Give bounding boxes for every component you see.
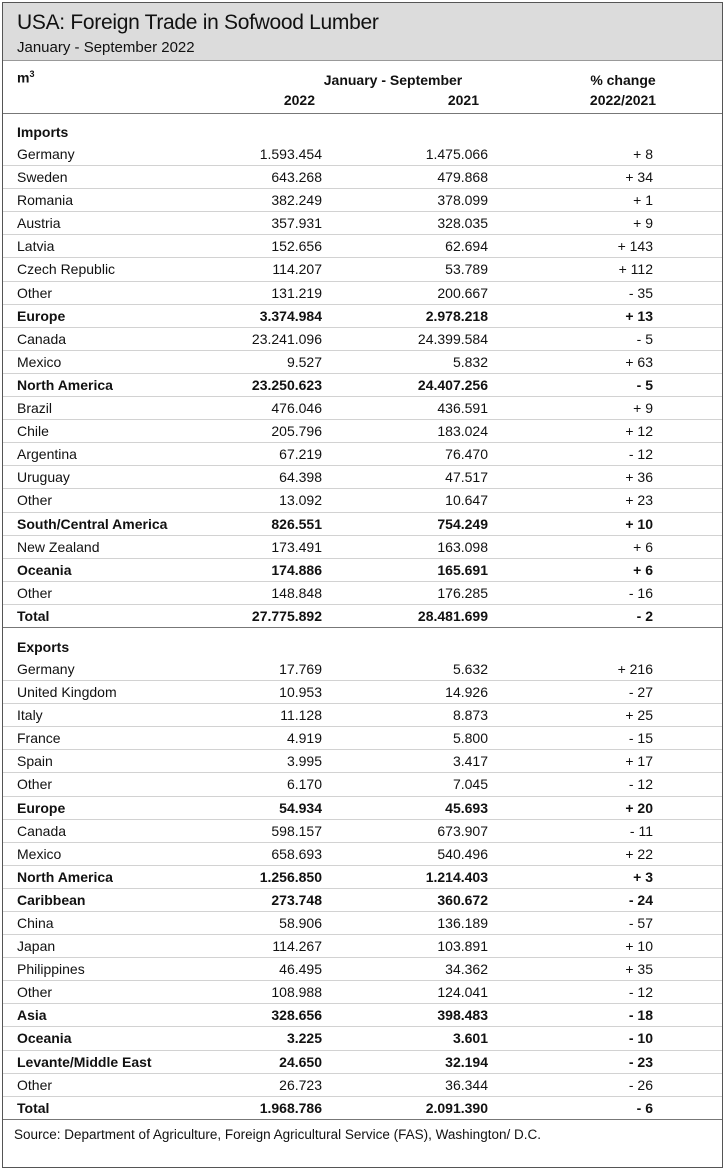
value-2021-cell: 540.496: [437, 845, 488, 862]
value-2022-cell: 476.046: [271, 400, 322, 417]
value-2021-cell: 103.891: [437, 938, 488, 955]
value-2022-cell: 148.848: [271, 584, 322, 601]
country-cell: Uruguay: [17, 469, 70, 486]
value-2022-cell: 3.995: [286, 753, 322, 770]
pct-change-cell: - 5: [636, 376, 653, 393]
country-cell: Europe: [17, 799, 66, 816]
pct-change-cell: + 35: [625, 961, 653, 978]
value-2022-cell: 26.723: [279, 1076, 322, 1093]
pct-change-cell: - 12: [628, 446, 653, 463]
pct-change-header: % change: [590, 72, 656, 88]
country-cell: France: [17, 730, 61, 747]
table-row: [3, 681, 722, 704]
value-2021-cell: 200.667: [437, 284, 488, 301]
country-cell: Philippines: [17, 961, 85, 978]
country-cell: Italy: [17, 707, 43, 724]
value-2021-cell: 165.691: [437, 561, 488, 578]
value-2021-cell: 360.672: [437, 891, 488, 908]
table-row: [3, 866, 722, 889]
table-frame: [2, 2, 723, 1168]
value-2022-cell: 1.968.786: [259, 1099, 322, 1116]
section-heading: [3, 113, 722, 143]
table-row: [3, 704, 722, 727]
country-cell: Romania: [17, 192, 74, 209]
table-row: [3, 1027, 722, 1050]
pct-change-cell: - 24: [628, 891, 653, 908]
value-2022-cell: 23.241.096: [251, 330, 322, 347]
value-2021-cell: 1.214.403: [425, 868, 488, 885]
value-2022-cell: 173.491: [271, 538, 322, 555]
value-2022-cell: 23.250.623: [251, 376, 322, 393]
table-row: [3, 582, 722, 605]
value-2022-cell: 24.650: [279, 1053, 322, 1070]
country-cell: New Zealand: [17, 538, 100, 555]
value-2021-cell: 14.926: [445, 684, 488, 701]
table-row: [3, 773, 722, 796]
value-2022-cell: 205.796: [271, 423, 322, 440]
value-2022-cell: 114.207: [272, 261, 322, 278]
source-note: Source: Department of Agriculture, Foreign Agricultural Service (FAS), Washington/ D.C.: [14, 1127, 541, 1142]
year-2022-header: 2022: [283, 92, 315, 108]
table-row: [3, 536, 722, 559]
value-2021-cell: 10.647: [445, 492, 488, 509]
table-row: [3, 981, 722, 1004]
unit-label: [17, 69, 34, 86]
country-cell: Germany: [17, 660, 75, 677]
value-2022-cell: 9.527: [286, 353, 322, 370]
country-cell: Other: [17, 776, 53, 793]
value-2021-cell: 1.475.066: [425, 146, 488, 162]
pct-change-cell: - 18: [628, 1007, 653, 1024]
table-row: [3, 935, 722, 958]
country-cell: Other: [17, 492, 53, 509]
country-cell: Caribbean: [17, 891, 86, 908]
value-2022-cell: 17.769: [279, 660, 322, 677]
value-2022-cell: 64.398: [279, 469, 322, 486]
table-row: [3, 820, 722, 843]
table-row: [3, 466, 722, 489]
pct-change-cell: - 12: [628, 984, 653, 1001]
value-2022-cell: 273.748: [271, 891, 322, 908]
pct-change-cell: + 6: [633, 561, 653, 578]
country-cell: Latvia: [17, 238, 55, 255]
pct-change-cell: - 6: [636, 1099, 653, 1116]
value-2022-cell: 54.934: [279, 799, 322, 816]
total-row: [3, 1097, 722, 1120]
country-cell: Total: [17, 607, 50, 624]
table-row: [3, 305, 722, 328]
value-2022-cell: 357.931: [271, 215, 322, 232]
pct-change-cell: - 23: [628, 1053, 653, 1070]
pct-change-cell: + 10: [625, 938, 653, 955]
pct-change-cell: - 57: [628, 915, 653, 931]
country-cell: South/Central America: [17, 515, 168, 532]
pct-change-cell: + 12: [625, 423, 653, 440]
value-2021-cell: 45.693: [445, 799, 488, 816]
pct-change-cell: + 36: [625, 469, 653, 486]
pct-change-cell: + 6: [633, 538, 653, 555]
value-2022-cell: 67.219: [279, 446, 322, 463]
pct-change-cell: - 12: [628, 776, 653, 793]
table-row: [3, 374, 722, 397]
year-2021-header: 2021: [447, 92, 479, 108]
value-2022-cell: 4.919: [286, 730, 322, 747]
pct-change-cell: + 9: [633, 215, 653, 232]
table-row: [3, 912, 722, 935]
pct-change-cell: + 25: [625, 707, 653, 724]
country-cell: North America: [17, 868, 113, 885]
country-cell: Czech Republic: [17, 261, 116, 278]
table-row: [3, 559, 722, 582]
value-2022-cell: 10.953: [279, 684, 322, 701]
pct-change-cell: + 17: [625, 753, 653, 770]
total-row: [3, 605, 722, 628]
pct-change-cell: + 63: [625, 353, 653, 370]
country-cell: Other: [17, 984, 53, 1001]
table-row: [3, 1004, 722, 1027]
country-cell: Spain: [17, 753, 53, 770]
value-2022-cell: 6.170: [286, 776, 322, 793]
value-2022-cell: 1.256.850: [259, 868, 322, 885]
country-cell: Argentina: [17, 446, 77, 463]
country-cell: Asia: [17, 1007, 47, 1024]
value-2022-cell: 27.775.892: [251, 607, 322, 624]
value-2021-cell: 124.041: [437, 984, 488, 1001]
table-row: [3, 397, 722, 420]
pct-change-cell: + 216: [617, 660, 653, 677]
value-2022-cell: 658.693: [271, 845, 322, 862]
value-2022-cell: 174.886: [271, 561, 322, 578]
country-cell: Germany: [17, 146, 75, 162]
country-cell: United Kingdom: [17, 684, 117, 701]
table-header: [3, 61, 722, 114]
value-2021-cell: 7.045: [452, 776, 488, 793]
value-2021-cell: 328.035: [437, 215, 488, 232]
pct-change-cell: - 10: [628, 1030, 653, 1047]
value-2021-cell: 62.694: [445, 238, 488, 255]
value-2021-cell: 5.800: [452, 730, 488, 747]
table-row: [3, 658, 722, 681]
table-row: [3, 797, 722, 820]
value-2022-cell: 114.267: [272, 938, 322, 955]
country-cell: North America: [17, 376, 113, 393]
value-2022-cell: 328.656: [271, 1007, 322, 1024]
value-2021-cell: 3.417: [452, 753, 488, 770]
country-cell: Mexico: [17, 845, 62, 862]
table-row: [3, 212, 722, 235]
title-bar: [3, 3, 722, 61]
pct-change-cell: - 26: [628, 1076, 653, 1093]
country-cell: Canada: [17, 330, 67, 347]
table-row: [3, 328, 722, 351]
country-cell: China: [17, 915, 54, 931]
table-row: [3, 750, 722, 773]
value-2021-cell: 183.024: [437, 423, 488, 440]
value-2022-cell: 1.593.454: [259, 146, 322, 162]
table-body: [3, 113, 722, 1120]
pct-change-cell: + 34: [625, 169, 653, 186]
page-subtitle: January - September 2022: [17, 39, 195, 56]
country-cell: Other: [17, 584, 53, 601]
value-2022-cell: 3.374.984: [259, 307, 322, 324]
table-row: [3, 143, 722, 166]
value-2021-cell: 673.907: [437, 822, 488, 839]
pct-change-cell: + 23: [625, 492, 653, 509]
value-2022-cell: 382.249: [271, 192, 322, 209]
value-2021-cell: 32.194: [445, 1053, 488, 1070]
unit-text: m: [17, 69, 30, 86]
pct-change-cell: + 8: [633, 146, 653, 162]
country-cell: Oceania: [17, 1030, 72, 1047]
pct-change-cell: - 5: [636, 330, 653, 347]
country-cell: Austria: [17, 215, 61, 232]
pct-change-cell: - 16: [628, 584, 653, 601]
pct-change-cell: + 143: [617, 238, 653, 255]
value-2021-cell: 2.091.390: [425, 1099, 488, 1116]
country-cell: Sweden: [17, 169, 68, 186]
table-row: [3, 258, 722, 281]
value-2021-cell: 24.399.584: [417, 330, 488, 347]
table-row: [3, 282, 722, 305]
value-2022-cell: 598.157: [271, 822, 322, 839]
value-2021-cell: 136.189: [437, 915, 488, 931]
country-cell: Mexico: [17, 353, 62, 370]
section-label: Exports: [17, 638, 70, 655]
value-2021-cell: 176.285: [437, 584, 488, 601]
section-heading: [3, 628, 722, 658]
pct-change-cell: + 13: [625, 307, 653, 324]
pct-change-cell: + 22: [625, 845, 653, 862]
value-2021-cell: 24.407.256: [417, 376, 488, 393]
table-row: [3, 1051, 722, 1074]
pct-years-header: 2022/2021: [589, 92, 657, 108]
value-2021-cell: 5.832: [452, 353, 488, 370]
table-row: [3, 443, 722, 466]
value-2022-cell: 11.128: [280, 707, 322, 724]
pct-change-cell: - 15: [628, 730, 653, 747]
value-2022-cell: 46.495: [279, 961, 322, 978]
country-cell: Oceania: [17, 561, 72, 578]
section-label: Imports: [17, 124, 69, 140]
table-row: [3, 166, 722, 189]
value-2021-cell: 8.873: [452, 707, 488, 724]
value-2021-cell: 398.483: [437, 1007, 488, 1024]
pct-change-cell: + 9: [633, 400, 653, 417]
page-title: USA: Foreign Trade in Sofwood Lumber: [17, 11, 379, 34]
table-row: [3, 889, 722, 912]
period-header: January - September: [323, 72, 463, 88]
value-2021-cell: 76.470: [445, 446, 488, 463]
table-row: [3, 489, 722, 512]
value-2022-cell: 131.219: [271, 284, 322, 301]
table-row: [3, 189, 722, 212]
table-row: [3, 843, 722, 866]
value-2021-cell: 378.099: [437, 192, 488, 209]
value-2022-cell: 58.906: [279, 915, 322, 931]
country-cell: Canada: [17, 822, 67, 839]
country-cell: Europe: [17, 307, 66, 324]
country-cell: Levante/Middle East: [17, 1053, 152, 1070]
country-cell: Brazil: [17, 400, 53, 417]
pct-change-cell: + 20: [625, 799, 653, 816]
country-cell: Other: [17, 284, 53, 301]
value-2022-cell: 13.092: [279, 492, 322, 509]
value-2021-cell: 436.591: [437, 400, 488, 417]
pct-change-cell: - 27: [628, 684, 653, 701]
pct-change-cell: + 1: [633, 192, 653, 209]
country-cell: Chile: [17, 423, 49, 440]
table-row: [3, 420, 722, 443]
value-2021-cell: 34.362: [445, 961, 488, 978]
pct-change-cell: + 112: [618, 261, 653, 278]
pct-change-cell: + 3: [633, 868, 653, 885]
value-2021-cell: 36.344: [445, 1076, 488, 1093]
value-2021-cell: 28.481.699: [417, 607, 488, 624]
value-2021-cell: 53.789: [445, 261, 488, 278]
pct-change-cell: - 35: [628, 284, 653, 301]
country-cell: Japan: [17, 938, 56, 955]
value-2021-cell: 479.868: [437, 169, 488, 186]
table-row: [3, 958, 722, 981]
value-2021-cell: 754.249: [437, 515, 488, 532]
country-cell: Total: [17, 1099, 50, 1116]
table-row: [3, 235, 722, 258]
value-2022-cell: 643.268: [271, 169, 322, 186]
country-cell: Other: [17, 1076, 53, 1093]
value-2021-cell: 2.978.218: [425, 307, 488, 324]
pct-change-cell: - 2: [636, 607, 653, 624]
value-2022-cell: 108.988: [271, 984, 322, 1001]
unit-superscript: 3: [29, 69, 35, 79]
table-row: [3, 513, 722, 536]
pct-change-cell: + 10: [625, 515, 653, 532]
value-2022-cell: 3.225: [286, 1030, 322, 1047]
table-row: [3, 1074, 722, 1097]
value-2022-cell: 152.656: [271, 238, 322, 255]
value-2022-cell: 826.551: [271, 515, 322, 532]
value-2021-cell: 47.517: [445, 469, 488, 486]
table-row: [3, 351, 722, 374]
pct-change-cell: - 11: [629, 822, 653, 839]
value-2021-cell: 5.632: [452, 660, 488, 677]
value-2021-cell: 163.098: [437, 538, 488, 555]
table-row: [3, 727, 722, 750]
value-2021-cell: 3.601: [452, 1030, 488, 1047]
